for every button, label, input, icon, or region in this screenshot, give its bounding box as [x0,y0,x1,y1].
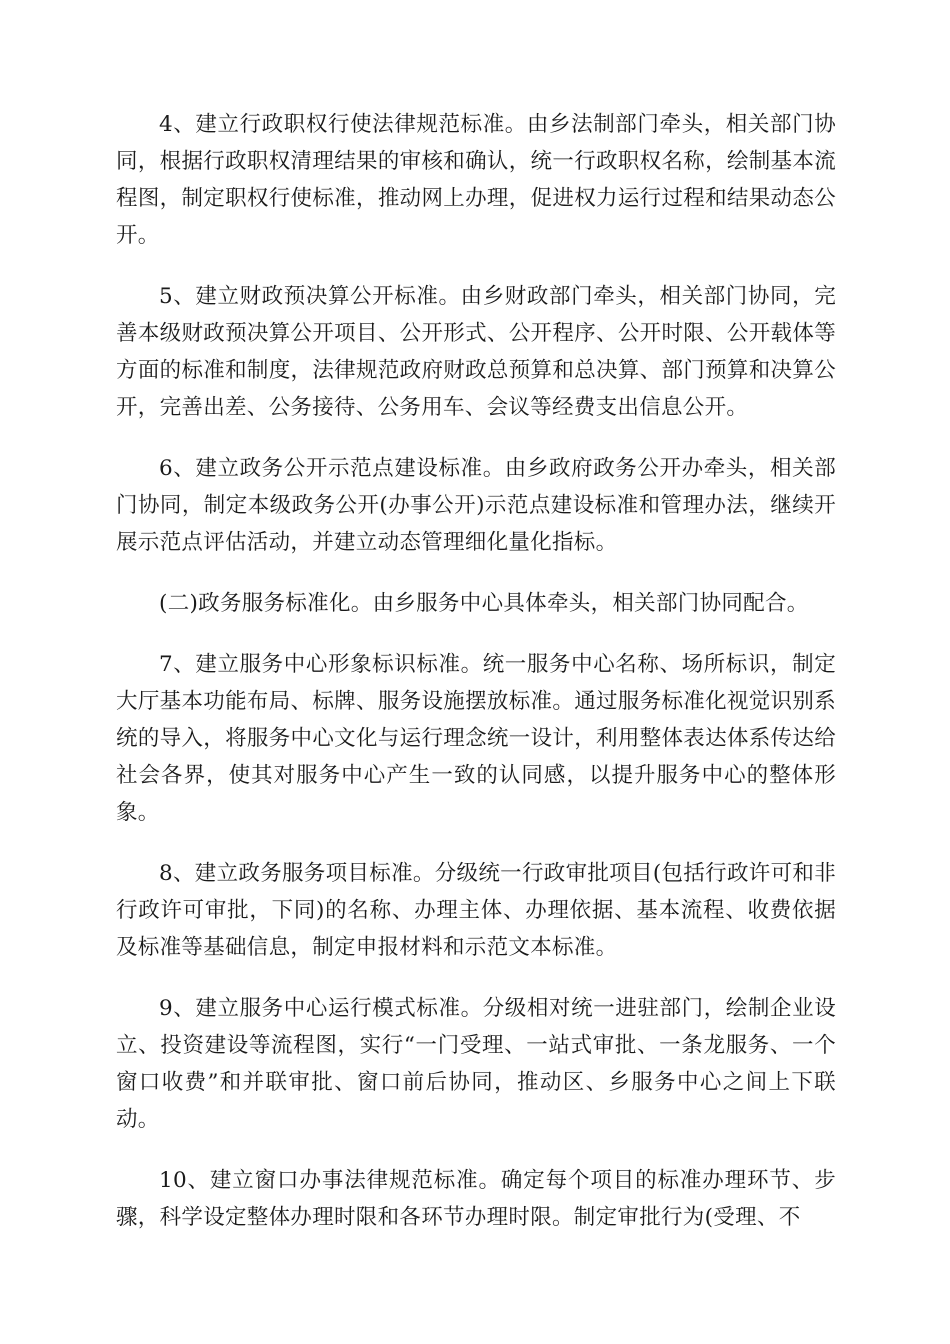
paragraph-item-9: 9、建立服务中心运行模式标准。分级相对统一进驻部门，绘制企业设立、投资建设等流程图，实行“一门受理、一站式审批、一条龙服务、一个窗口收费”和并联审批、窗口前后协同，推动区、乡服务中心之间上下联动。 [116,996,836,1132]
paragraph-item-10: 10、建立窗口办事法律规范标准。确定每个项目的标准办理环节、步骤，科学设定整体办理时限和各环节办理时限。制定审批行为(受理、不 [116,1168,836,1230]
document-body [116,106,836,1260]
section-heading-2: (二)政务服务标准化。由乡服务中心具体牵头，相关部门协同配合。 [159,591,809,616]
paragraph-item-5: 5、建立财政预决算公开标准。由乡财政部门牵头，相关部门协同，完善本级财政预决算公开项目、公开形式、公开程序、公开时限、公开载体等方面的标准和制度，法律规范政府财政总预算和总决算、部门预算和决算公开，完善出差、公务接待、公务用车、会议等经费支出信息公开。 [116,284,836,420]
paragraph-item-8: 8、建立政务服务项目标准。分级统一行政审批项目(包括行政许可和非行政许可审批，下同)的名称、办理主体、办理依据、基本流程、收费依据及标准等基础信息，制定申报材料和示范文本标准。 [116,861,836,960]
paragraph-item-4: 4、建立行政职权行使法律规范标准。由乡法制部门牵头，相关部门协同，根据行政职权清理结果的审核和确认，统一行政职权名称，绘制基本流程图，制定职权行使标准，推动网上办理，促进权力运行过程和结果动态公开。 [116,112,836,248]
paragraph-item-7: 7、建立服务中心形象标识标准。统一服务中心名称、场所标识，制定大厅基本功能布局、标牌、服务设施摆放标准。通过服务标准化视觉识别系统的导入，将服务中心文化与运行理念统一设计，利用整体表达体系传达给社会各界，使其对服务中心产生一致的认同感，以提升服务中心的整体形象。 [116,652,836,825]
paragraph-item-6: 6、建立政务公开示范点建设标准。由乡政府政务公开办牵头，相关部门协同，制定本级政务公开(办事公开)示范点建设标准和管理办法，继续开展示范点评估活动，并建立动态管理细化量化指标。 [116,456,836,555]
